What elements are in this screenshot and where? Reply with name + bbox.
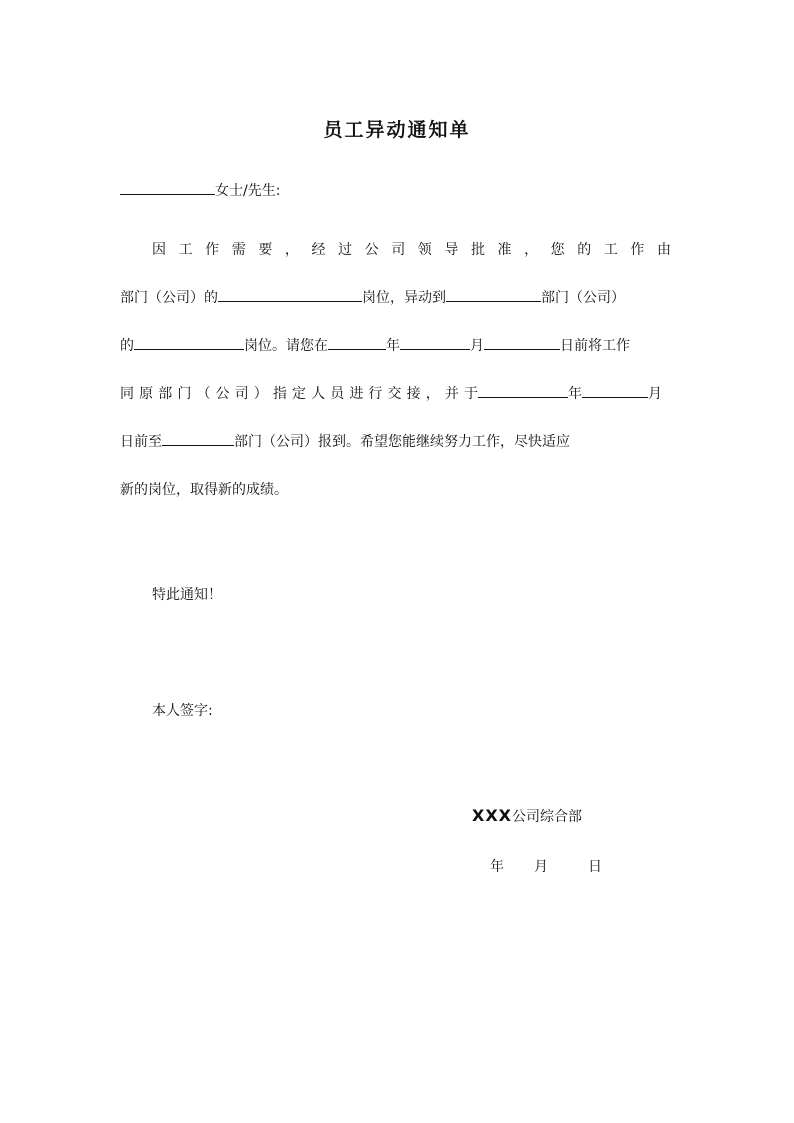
salutation-line: [120, 180, 671, 200]
char: （: [196, 386, 211, 402]
salutation-text: 女士/先生:: [215, 183, 281, 199]
char: 员: [330, 386, 345, 402]
from-dept-label: 部门（公司）的: [120, 290, 218, 306]
document-title: 员工异动通知单: [323, 119, 471, 141]
before-work-label: 日前将工作: [560, 338, 630, 354]
to-position-blank[interactable]: [134, 336, 244, 350]
month-label: 月: [470, 338, 484, 354]
notice-text: 特此通知！: [152, 587, 222, 603]
report-text: 部门（公司）报到。希望您能继续努力工作，尽快适应: [234, 434, 570, 450]
paragraph-line-3: [120, 335, 671, 355]
char: 定: [291, 386, 306, 402]
char: 司: [391, 242, 406, 258]
char: 需: [231, 242, 246, 258]
report-month-label: 月: [648, 386, 662, 402]
char: 工: [603, 242, 618, 258]
char: 同: [120, 386, 134, 402]
char: 进: [349, 386, 364, 402]
paragraph-line-6: [120, 479, 671, 499]
of-label: 的: [120, 338, 134, 354]
char: 并: [444, 386, 459, 402]
char: 接: [406, 386, 421, 402]
char: 批: [470, 242, 485, 258]
please-label: 岗位。请您在: [244, 338, 328, 354]
paragraph-line-2: [120, 287, 671, 307]
company-placeholder: XXX: [472, 806, 513, 825]
name-blank[interactable]: [120, 181, 215, 195]
char: 作: [630, 242, 645, 258]
char: 准: [497, 242, 512, 258]
char: 由: [656, 242, 671, 258]
char: 导: [444, 242, 459, 258]
to-dept-label: 部门（公司）: [541, 290, 625, 306]
char: 要: [258, 242, 273, 258]
char: 交: [387, 386, 402, 402]
char: 行: [368, 386, 383, 402]
char: ，: [425, 386, 440, 402]
to-dept-blank[interactable]: [446, 288, 541, 302]
closing-sentence: 新的岗位，取得新的成绩。: [120, 482, 288, 498]
paragraph-line-4: [120, 383, 671, 403]
char: ，: [524, 242, 539, 258]
paragraph-line-1: [152, 239, 671, 259]
handover-year-blank[interactable]: [328, 336, 386, 350]
paragraph-line-5: [120, 431, 671, 451]
char: 部: [158, 386, 173, 402]
signature-line: [152, 700, 452, 720]
issuer-dept: 公司综合部: [512, 809, 583, 825]
report-dept-blank[interactable]: [162, 432, 234, 446]
report-year-blank[interactable]: [478, 384, 568, 398]
char: 人: [311, 386, 326, 402]
handover-month-blank[interactable]: [400, 336, 470, 350]
char: 工: [178, 242, 193, 258]
date-year: 年: [490, 859, 504, 875]
from-position-blank[interactable]: [218, 288, 362, 302]
handover-day-blank[interactable]: [484, 336, 560, 350]
char: ，: [284, 242, 299, 258]
char: 指: [272, 386, 287, 402]
char: 领: [417, 242, 432, 258]
char: 作: [205, 242, 220, 258]
char: ）: [253, 386, 268, 402]
char: 原: [139, 386, 154, 402]
char: 门: [177, 386, 192, 402]
report-month-blank[interactable]: [582, 384, 648, 398]
notice-line: [152, 584, 452, 604]
date-line: [490, 856, 602, 876]
char: 因: [152, 242, 166, 258]
handover-text: [120, 383, 478, 403]
char: 您: [550, 242, 565, 258]
year-label: 年: [386, 338, 400, 354]
date-month: 月: [534, 859, 548, 875]
transfer-to-label: 岗位，异动到: [362, 290, 446, 306]
char: 司: [234, 386, 249, 402]
report-year-label: 年: [568, 386, 582, 402]
char: 的: [577, 242, 592, 258]
char: 于: [463, 386, 478, 402]
date-day: 日: [588, 859, 602, 875]
char: 公: [215, 386, 230, 402]
char: 公: [364, 242, 379, 258]
issuer-line: [472, 806, 582, 826]
signature-label: 本人签字:: [152, 703, 213, 719]
char: 过: [338, 242, 353, 258]
char: 经: [311, 242, 326, 258]
before-to-label: 日前至: [120, 434, 162, 450]
